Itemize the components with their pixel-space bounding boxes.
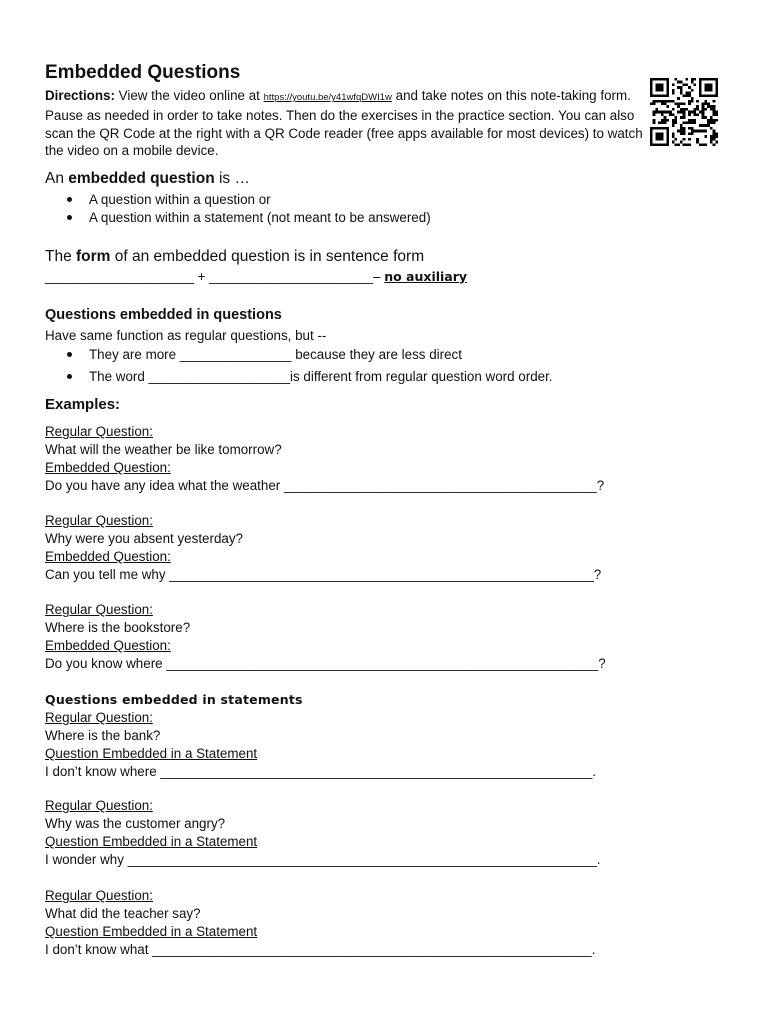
video-link[interactable]: https://youtu.be/y41wfqDWI1w [263,92,392,103]
regular-question-label: Regular Question: [45,513,153,528]
statement-blank: I don’t know what ___________________________________________________________. [45,942,596,957]
definition-suffix: is … [214,170,250,187]
embedded-question-label: Embedded Question: [45,460,171,475]
statement-label: Question Embedded in a Statement [45,746,258,761]
qr-code-icon [650,78,718,146]
embedded-question-blank: Do you have any idea what the weather __________________________________________? [45,478,605,493]
form-blank-line: ____________________ + ______________________– [45,269,385,284]
regular-question-label: Regular Question: [45,424,153,439]
embedded-question-label: Embedded Question: [45,549,171,564]
regular-question-text: Where is the bank? [45,728,161,743]
bullet-text: A question within a question or [89,192,271,207]
no-auxiliary-label: no auxiliary [384,269,468,284]
directions-text-1: View the video online at [114,88,264,103]
statement-blank: I wonder why _______________________________________________________________. [45,852,601,867]
embedded-question-blank: Can you tell me why _________________________________________________________? [45,567,602,582]
definition-prefix: An [45,170,69,187]
bullet-text: A question within a statement (not meant to be answered) [89,210,431,225]
definition-line [45,170,250,188]
bullet-text: The word ___________________is different from regular question word order. [89,369,553,384]
definition-term: embedded question [68,170,215,187]
regular-question-text: Why was the customer angry? [45,816,226,831]
directions-paragraph [45,87,645,160]
form-suffix: of an embedded question is in sentence form [110,248,425,265]
statement-blank: I don’t know where __________________________________________________________. [45,764,597,779]
embedded-question-blank: Do you know where __________________________________________________________? [45,656,606,671]
regular-question-text: Why were you absent yesterday? [45,531,243,546]
regular-question-label: Regular Question: [45,798,153,813]
regular-question-label: Regular Question: [45,710,153,725]
regular-question-label: Regular Question: [45,888,153,903]
list-item [67,210,431,225]
bullet-text: They are more _______________ because they are less direct [89,347,462,362]
list-item [67,347,462,362]
statement-label: Question Embedded in a Statement [45,834,258,849]
section-intro: Have same function as regular questions, but -- [45,328,327,343]
regular-question-text: Where is the bookstore? [45,620,191,635]
section-heading-questions: Questions embedded in questions [45,307,282,323]
embedded-question-label: Embedded Question: [45,638,171,653]
form-line [45,248,424,266]
form-prefix: The [45,248,77,265]
list-item [67,192,271,207]
page-title: Embedded Questions [45,62,241,83]
statement-label: Question Embedded in a Statement [45,924,258,939]
directions-label: Directions: [45,88,115,103]
examples-heading: Examples: [45,396,121,413]
regular-question-label: Regular Question: [45,602,153,617]
list-item [67,369,553,384]
directions-text-2: and take notes on this note-taking form. Pause as needed in order to take notes. Then do the exercises in the practice section. You can also scan the QR Code at the right with a QR Code reader (free apps available for most devices) to watch the video on a mobile device. [45,88,643,159]
section-heading-statements: Questions embedded in statements [45,692,303,707]
form-blanks [45,269,467,284]
regular-question-text: What will the weather be like tomorrow? [45,442,282,457]
regular-question-text: What did the teacher say? [45,906,201,921]
form-term: form [76,248,111,265]
